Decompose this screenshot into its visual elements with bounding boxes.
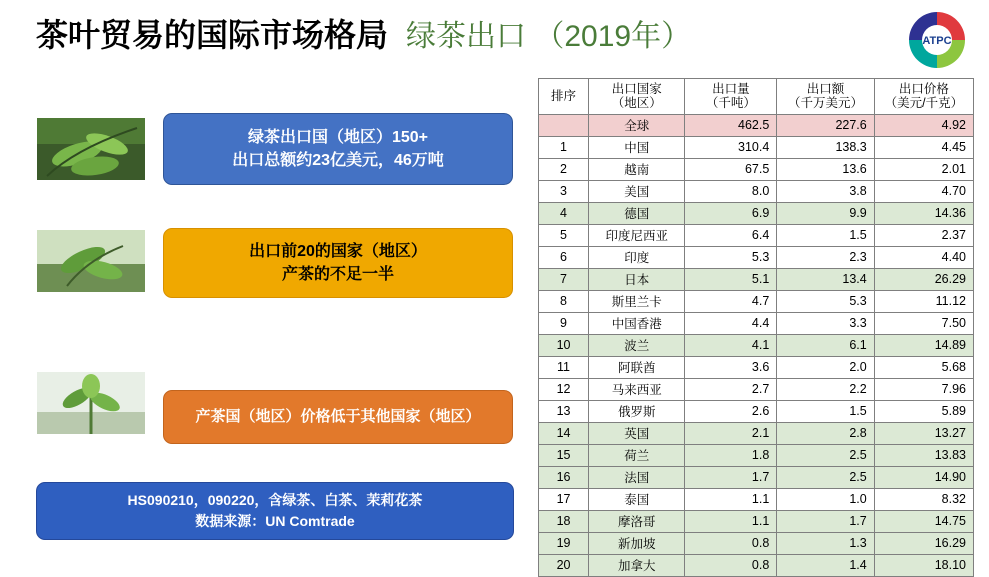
table-row [539,334,974,356]
cell-price: 14.90 [874,466,973,488]
table-row [539,510,974,532]
cell-price: 13.27 [874,422,973,444]
cell-country: 法国 [589,466,685,488]
cell-value: 3.3 [777,312,874,334]
cell-quantity: 0.8 [685,554,777,576]
col-header-quantity-line1: 出口量 [712,82,750,96]
cell-rank: 4 [539,202,589,224]
cell-country: 德国 [589,202,685,224]
cell-country: 全球 [589,114,685,136]
cell-price: 14.89 [874,334,973,356]
cell-quantity: 4.1 [685,334,777,356]
cell-price: 4.40 [874,246,973,268]
cell-country: 泰国 [589,488,685,510]
svg-text:ATPC: ATPC [922,35,952,47]
cell-price: 7.96 [874,378,973,400]
cell-country: 新加坡 [589,532,685,554]
cell-rank: 17 [539,488,589,510]
col-header-value-line2: （千万美元） [788,96,864,111]
cell-rank: 19 [539,532,589,554]
cell-quantity: 3.6 [685,356,777,378]
cell-quantity: 310.4 [685,136,777,158]
cell-rank: 9 [539,312,589,334]
callout-4-line-1: HS090210，090220，含绿茶、白茶、茉莉花茶 [127,492,423,508]
cell-country: 俄罗斯 [589,400,685,422]
cell-value: 2.0 [777,356,874,378]
table-row [539,466,974,488]
table-body [539,114,974,576]
cell-value: 1.4 [777,554,874,576]
cell-rank: 18 [539,510,589,532]
cell-quantity: 1.1 [685,510,777,532]
cell-price: 11.12 [874,290,973,312]
cell-rank: 3 [539,180,589,202]
cell-quantity: 2.6 [685,400,777,422]
cell-value: 2.3 [777,246,874,268]
cell-country: 印度尼西亚 [589,224,685,246]
callout-2-line-1: 出口前20的国家（地区） [249,242,427,260]
table-row [539,246,974,268]
cell-rank [539,114,589,136]
cell-quantity: 2.1 [685,422,777,444]
cell-value: 2.5 [777,466,874,488]
cell-value: 1.3 [777,532,874,554]
table-row [539,180,974,202]
cell-country: 中国香港 [589,312,685,334]
cell-value: 138.3 [777,136,874,158]
table-row [539,114,974,136]
cell-price: 4.45 [874,136,973,158]
cell-country: 马来西亚 [589,378,685,400]
col-header-quantity [685,79,777,115]
cell-price: 26.29 [874,268,973,290]
cell-rank: 7 [539,268,589,290]
table-row [539,444,974,466]
cell-country: 阿联酋 [589,356,685,378]
cell-value: 9.9 [777,202,874,224]
col-header-price-line1: 出口价格 [898,82,949,96]
col-header-rank-line1: 排序 [551,89,577,104]
tea-photo-2 [36,229,146,293]
cell-price: 4.92 [874,114,973,136]
cell-value: 1.7 [777,510,874,532]
cell-rank: 2 [539,158,589,180]
cell-quantity: 1.7 [685,466,777,488]
cell-rank: 6 [539,246,589,268]
cell-value: 2.2 [777,378,874,400]
col-header-value [777,79,874,115]
cell-quantity: 0.8 [685,532,777,554]
cell-country: 斯里兰卡 [589,290,685,312]
cell-quantity: 6.9 [685,202,777,224]
tea-photo-1 [36,117,146,181]
cell-value: 5.3 [777,290,874,312]
cell-value: 1.5 [777,224,874,246]
cell-price: 7.50 [874,312,973,334]
cell-price: 4.70 [874,180,973,202]
cell-rank: 15 [539,444,589,466]
cell-country: 美国 [589,180,685,202]
cell-quantity: 6.4 [685,224,777,246]
table-row [539,488,974,510]
table-row [539,400,974,422]
callout-2-line-2: 产茶的不足一半 [281,266,394,283]
table-row [539,378,974,400]
cell-country: 中国 [589,136,685,158]
cell-rank: 14 [539,422,589,444]
callout-price [163,390,513,444]
cell-price: 2.01 [874,158,973,180]
cell-value: 1.0 [777,488,874,510]
cell-rank: 13 [539,400,589,422]
callout-1-line-2: 出口总额约23亿美元，46万吨 [232,152,444,169]
cell-value: 2.5 [777,444,874,466]
col-header-quantity-line2: （千吨） [705,96,756,111]
cell-value: 6.1 [777,334,874,356]
cell-country: 英国 [589,422,685,444]
cell-price: 18.10 [874,554,973,576]
cell-value: 1.5 [777,400,874,422]
cell-country: 荷兰 [589,444,685,466]
table-row [539,554,974,576]
cell-rank: 1 [539,136,589,158]
table-row [539,290,974,312]
callout-4-line-2: 数据来源：UN Comtrade [195,513,355,529]
table-row [539,136,974,158]
cell-quantity: 5.3 [685,246,777,268]
table-row [539,312,974,334]
table-row [539,356,974,378]
cell-price: 14.36 [874,202,973,224]
col-header-price-line2: （美元/千克） [884,96,964,111]
page-title [36,10,691,56]
col-header-country [589,79,685,115]
table-row [539,158,974,180]
table-row [539,532,974,554]
table-row [539,202,974,224]
cell-rank: 8 [539,290,589,312]
cell-country: 波兰 [589,334,685,356]
cell-country: 日本 [589,268,685,290]
export-data-table [538,78,974,577]
cell-price: 5.68 [874,356,973,378]
callout-top20 [163,228,513,298]
cell-price: 14.75 [874,510,973,532]
col-header-country-line1: 出口国家 [611,82,662,96]
callout-3-line-1: 产茶国（地区）价格低于其他国家（地区） [195,408,481,426]
callout-1-line-1: 绿茶出口国（地区）150+ [247,128,429,146]
cell-value: 13.6 [777,158,874,180]
cell-quantity: 8.0 [685,180,777,202]
cell-quantity: 67.5 [685,158,777,180]
col-header-rank [539,79,589,115]
cell-quantity: 1.1 [685,488,777,510]
cell-quantity: 4.7 [685,290,777,312]
cell-rank: 10 [539,334,589,356]
atpc-logo-icon [901,8,973,72]
col-header-price [874,79,973,115]
cell-rank: 11 [539,356,589,378]
title-subtitle: 绿茶出口 （2019年） [406,20,692,53]
cell-value: 2.8 [777,422,874,444]
cell-rank: 16 [539,466,589,488]
cell-country: 加拿大 [589,554,685,576]
table-row [539,422,974,444]
cell-price: 8.32 [874,488,973,510]
col-header-country-line2: （地区） [611,96,662,111]
export-table [538,78,974,577]
cell-price: 13.83 [874,444,973,466]
tea-photo-3 [36,371,146,435]
table-header-row [539,79,974,115]
cell-rank: 5 [539,224,589,246]
cell-rank: 20 [539,554,589,576]
cell-country: 越南 [589,158,685,180]
cell-price: 5.89 [874,400,973,422]
col-header-value-line1: 出口额 [806,82,845,96]
callout-export-countries [163,113,513,185]
cell-country: 摩洛哥 [589,510,685,532]
cell-quantity: 2.7 [685,378,777,400]
table-row [539,224,974,246]
cell-price: 2.37 [874,224,973,246]
callout-source [36,482,514,540]
table-row [539,268,974,290]
title-main: 茶叶贸易的国际市场格局 [36,17,389,53]
cell-quantity: 1.8 [685,444,777,466]
cell-quantity: 462.5 [685,114,777,136]
cell-country: 印度 [589,246,685,268]
cell-value: 13.4 [777,268,874,290]
cell-value: 3.8 [777,180,874,202]
cell-quantity: 5.1 [685,268,777,290]
cell-rank: 12 [539,378,589,400]
cell-quantity: 4.4 [685,312,777,334]
cell-price: 16.29 [874,532,973,554]
cell-value: 227.6 [777,114,874,136]
